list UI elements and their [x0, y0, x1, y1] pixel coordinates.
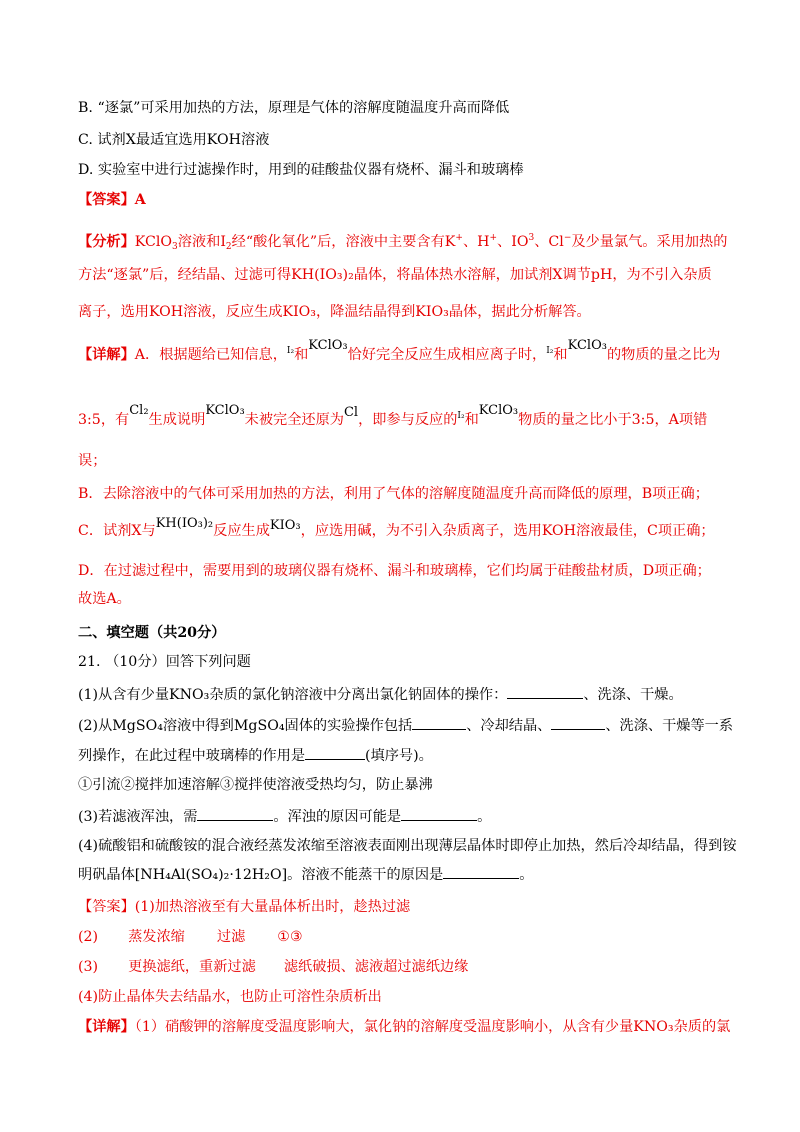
detail-text: C．试剂X与 — [78, 523, 156, 539]
answer-blank[interactable] — [401, 806, 477, 821]
answer-q20: 【答案】A — [78, 192, 146, 208]
q21-text: 、洗涤、干燥等一系 — [605, 718, 734, 734]
q21-title: 21. （10分）回答下列问题 — [78, 654, 251, 670]
formula-kclo3: KClO₃ — [567, 338, 607, 353]
q21-part-4-cont — [78, 864, 533, 885]
detail-text: 恰好完全反应生成相应离子时， — [347, 347, 547, 363]
q21-part-2-cont — [78, 745, 433, 766]
q21-text: 。 — [519, 867, 534, 883]
detail-line-g: 故选A。 — [78, 591, 131, 607]
formula-i2: I₂ — [546, 346, 554, 356]
q21-text: (3)若滤液浑浊，需 — [78, 809, 198, 825]
formula-i2: I₂ — [286, 346, 295, 356]
detail-text: 和 — [294, 347, 309, 363]
option-c: C. 试剂X最适宜选用KOH溶液 — [78, 132, 270, 148]
analysis-text: 、IO — [497, 234, 529, 250]
answer-q21-2 — [78, 927, 303, 947]
formula-cl2: Cl₂ — [129, 403, 149, 418]
formula-cl: Cl — [343, 405, 359, 420]
analysis-line-1 — [78, 228, 727, 257]
q21-part-2 — [78, 715, 733, 736]
answer-blank[interactable] — [443, 864, 519, 879]
q21-part-4: (4)硫酸铝和硫酸铵的混合液经蒸发浓缩至溶液表面刚出现薄层晶体时即停止加热，然后冷却结晶，得到铵 — [78, 838, 737, 854]
q21-options: ①引流②搅拌加速溶解③搅拌使溶液受热均匀，防止暴沸 — [78, 777, 433, 793]
detail-text: 未被完全还原为 — [244, 412, 344, 428]
detail-text: （1）硝酸钾的溶解度受温度影响大，氯化钠的溶解度受温度影响小，从含有少量KNO₃杂质的氯 — [134, 1019, 731, 1035]
section-heading: 二、填空题（共20分） — [78, 625, 226, 641]
answer-text: 过滤 — [216, 929, 246, 945]
answer-q21-4: (4)防止晶体失去结晶水，也防止可溶性杂质析出 — [78, 989, 382, 1005]
q21-text: 。浑浊的原因可能是 — [273, 809, 402, 825]
detail-text: 的物质的量之比为 — [606, 347, 721, 363]
answer-blank[interactable] — [507, 684, 583, 699]
analysis-sub: 3 — [172, 242, 178, 252]
analysis-text: 及少量氯气。采用加热的 — [571, 234, 728, 250]
formula-i2: I₂ — [457, 411, 465, 421]
formula-kclo3: KClO₃ — [478, 403, 519, 418]
detail-line-c: 误； — [78, 453, 107, 469]
analysis-text: 经“酸化氧化”后，溶液中主要含有K — [231, 234, 456, 250]
detail-text: 和 — [553, 347, 568, 363]
answer-blank[interactable] — [412, 715, 466, 730]
answer-text: 更换滤纸，重新过滤 — [128, 959, 256, 975]
answer-q21-1: 【答案】(1)加热溶液至有大量晶体析出时，趁热过滤 — [78, 899, 411, 915]
analysis-line-3: 离子，选用KOH溶液，反应生成KIO₃，降温结晶得到KIO₃晶体，据此分析解答。 — [78, 304, 591, 320]
detail-text: 物质的量之比小于3:5，A项错 — [518, 412, 708, 428]
q21-text: 、冷却结晶、 — [466, 718, 552, 734]
detail-label: 【详解】 — [78, 1019, 135, 1035]
detail-text: ，应选用碱，为不引入杂质离子，选用KOH溶液最佳，C项正确； — [300, 523, 715, 539]
answer-num: (2) — [78, 929, 99, 945]
answer-blank[interactable] — [551, 715, 605, 730]
q21-text: (2)从MgSO₄溶液中得到MgSO₄固体的实验操作包括 — [78, 718, 413, 734]
formula-kclo3: KClO₃ — [308, 338, 348, 353]
detail-text: 生成说明 — [148, 412, 206, 428]
detail-text: A．根据题给已知信息， — [134, 347, 287, 363]
analysis-sub: 2 — [225, 242, 232, 252]
detail-line-f: D．在过滤过程中，需要用到的玻璃仪器有烧杯、漏斗和玻璃棒，它们均属于硅酸盐材质，D项正确； — [78, 563, 711, 579]
answer-text: 蒸发浓缩 — [128, 929, 185, 945]
answer-q21-3 — [78, 957, 468, 977]
detail-text: 反应生成 — [213, 523, 270, 539]
formula-kio3: KIO₃ — [269, 518, 301, 533]
analysis-label: 【分析】 — [78, 234, 135, 250]
detail-line-e — [78, 516, 715, 542]
minus-sup: − — [563, 233, 572, 243]
detail-line-b — [78, 403, 708, 432]
detail-label: 【详解】 — [78, 347, 135, 363]
analysis-text: 、H — [462, 234, 490, 250]
answer-text: 滤纸破损、滤液超过滤纸边缘 — [283, 959, 469, 975]
q21-text: (填序号)。 — [365, 748, 433, 764]
analysis-line-2: 方法“逐氯”后，经结晶、过滤可得KH(IO₃)₂晶体，将晶体热水溶解，加试剂X调节pH，为不引入杂质 — [78, 267, 712, 283]
answer-num: (3) — [78, 959, 99, 975]
option-b: B. “逐氯”可采用加热的方法，原理是气体的溶解度随温度升高而降低 — [78, 100, 510, 116]
detail-text: ，即参与反应的 — [358, 412, 458, 428]
q21-text: 列操作，在此过程中玻璃棒的作用是 — [78, 748, 306, 764]
detail-line-d: B．去除溶液中的气体可采用加热的方法，利用了气体的溶解度随温度升高而降低的原理，B项正确； — [78, 486, 709, 502]
analysis-text: 溶液和I — [177, 234, 226, 250]
q21-text: (1)从含有少量KNO₃杂质的氯化钠溶液中分离出氯化钠固体的操作： — [78, 687, 508, 703]
q21-part-3 — [78, 806, 491, 827]
q21-part-1 — [78, 684, 683, 705]
analysis-text: 、Cl — [534, 234, 564, 250]
option-d: D. 实验室中进行过滤操作时，用到的硅酸盐仪器有烧杯、漏斗和玻璃棒 — [78, 162, 524, 178]
plus-sup: + — [489, 233, 498, 243]
detail-q21 — [78, 1017, 730, 1037]
q21-text: 明矾晶体[NH₄Al(SO₄)₂·12H₂O]。溶液不能蒸干的原因是 — [78, 867, 444, 883]
answer-blank[interactable] — [197, 806, 273, 821]
q21-text: 、洗涤、干燥。 — [583, 687, 683, 703]
answer-text: ①③ — [277, 929, 303, 945]
detail-text: 和 — [464, 412, 479, 428]
iodate-sup: 3 — [528, 233, 535, 243]
formula-kclo3: KClO₃ — [205, 403, 245, 418]
plus-sup: + — [455, 233, 463, 243]
q21-text: 。 — [477, 809, 492, 825]
analysis-text: KClO — [134, 234, 173, 250]
answer-blank[interactable] — [305, 745, 365, 760]
formula-khio32: KH(IO₃)₂ — [155, 516, 214, 531]
detail-text: 3:5，有 — [78, 412, 130, 428]
detail-line-a — [78, 338, 721, 367]
